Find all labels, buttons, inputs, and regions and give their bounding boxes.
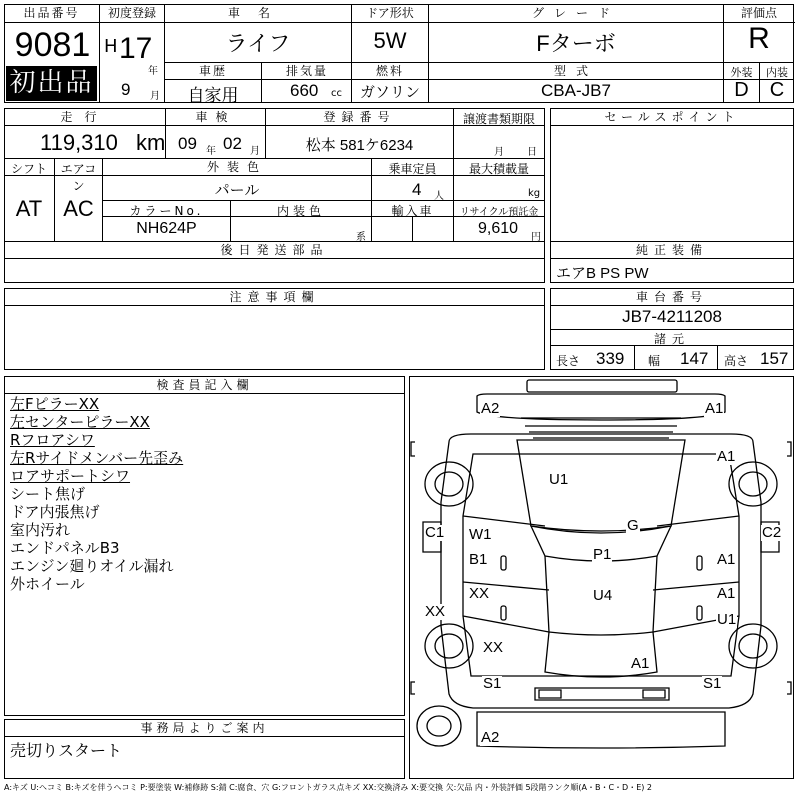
color-no-label: カラーNo. <box>129 204 204 218</box>
first-reg-label: 初度登録 <box>107 6 156 20</box>
mark-windshield: G <box>627 517 639 534</box>
grade: Fターボ <box>536 31 616 56</box>
ac-value: AC <box>63 196 94 221</box>
door-shape: 5W <box>373 28 407 53</box>
note-line: 左Rサイドメンバー先歪み <box>10 449 184 467</box>
note-line: エンドパネルB3 <box>10 539 120 557</box>
interior-label: 内装 <box>766 66 788 79</box>
door-label: ドア形状 <box>366 6 414 20</box>
height-value: 157 <box>760 349 789 368</box>
sales-point-frame <box>550 108 794 242</box>
model-label: 型式 <box>553 64 598 78</box>
transfer-day-unit: 日 <box>527 147 537 158</box>
mark-right-front-door: A1 <box>717 551 736 568</box>
score: R <box>748 22 770 55</box>
displacement-unit: cc <box>331 88 342 99</box>
import-label: 輸入車 <box>391 204 434 218</box>
note-line: シート焦げ <box>10 485 86 503</box>
mark-left-front-door: B1 <box>469 551 488 568</box>
mileage: 119,310 <box>40 130 118 155</box>
inspection-year: 09 <box>178 134 197 153</box>
note-line: 室内汚れ <box>10 521 71 539</box>
capacity: 4 <box>412 180 422 199</box>
score-label: 評価点 <box>740 6 777 20</box>
chassis-number: JB7-4211208 <box>622 307 722 326</box>
caution-label: 注意事項欄 <box>229 290 320 304</box>
plate-number: 松本 581ケ6234 <box>305 137 414 154</box>
mark-front-left-bumper: A2 <box>481 400 500 417</box>
mark-front-right-fender: A1 <box>717 448 736 465</box>
mark-right-rear-door-u: U1 <box>717 611 737 628</box>
mark-roof: P1 <box>593 546 612 563</box>
car-name-label: 車名 <box>227 6 288 20</box>
length-label: 長さ <box>556 354 581 368</box>
year-unit: 年 <box>148 66 158 77</box>
mileage-label: 走行 <box>60 110 109 124</box>
inspection-month: 02 <box>223 134 242 153</box>
capacity-label: 乗車定員 <box>388 162 437 176</box>
length-value: 339 <box>596 349 625 368</box>
exterior-color-label: 外装色 <box>206 160 267 174</box>
width-label: 幅 <box>648 354 661 368</box>
mark-right-rear-door-a: A1 <box>717 585 736 602</box>
inspection-year-unit: 年 <box>206 146 216 157</box>
interior-color-unit: 系 <box>356 232 366 243</box>
mark-right-front-pillar: C2 <box>762 524 782 541</box>
model: CBA-JB7 <box>541 81 611 100</box>
era-letter: H <box>104 36 118 57</box>
mark-hood: U1 <box>549 471 569 488</box>
height-label: 高さ <box>724 354 749 368</box>
month-unit: 月 <box>150 91 160 102</box>
mark-left-rear-quarter: XX <box>483 639 504 656</box>
car-diagram <box>409 376 794 779</box>
fuel: ガソリン <box>359 84 420 101</box>
history-label: 車歴 <box>198 64 227 78</box>
mark-roof-rear: U4 <box>593 587 613 604</box>
office-message: 売切りスタート <box>10 743 123 760</box>
width-value: 147 <box>680 349 709 368</box>
first-listing-badge: 初出品 <box>6 66 97 101</box>
shift-label: シフト <box>10 162 47 176</box>
displacement-label: 排気量 <box>285 64 328 78</box>
exterior-color: パール <box>214 182 260 199</box>
history: 自家用 <box>187 86 239 105</box>
exterior-label: 外装 <box>730 66 753 79</box>
note-line: エンジン廻りオイル漏れ <box>10 557 174 575</box>
displacement: 660 <box>290 81 319 100</box>
mark-left-sill: XX <box>425 603 446 620</box>
chassis-label: 車台番号 <box>635 290 708 304</box>
legend: A:キズ U:ヘコミ B:キズを伴うヘコミ P:要塗装 W:補修跡 S:錆 C:腐食、穴 G:フロントガラス点キズ XX:交換済み X:要交換 欠:欠品 内・外装評価 5段階ランク順(A・B・C・D・E) 2 <box>4 783 653 792</box>
interior-color-label: 内装色 <box>276 204 325 218</box>
capacity-unit: 人 <box>434 191 444 202</box>
recycle-unit: 円 <box>531 232 541 243</box>
car-name: ライフ <box>225 31 291 56</box>
note-line: Rフロアシワ <box>10 431 95 449</box>
sales-point-label: セールスポイント <box>604 110 740 124</box>
mark-left-rear: S1 <box>483 675 502 692</box>
inspector-label: 検査員記入欄 <box>156 378 253 392</box>
mark-left-front-pillar: C1 <box>425 524 445 541</box>
note-line: ロアサポートシワ <box>10 467 131 485</box>
note-line: 左センターピラーXX <box>10 413 150 431</box>
transfer-label: 譲渡書類期限 <box>462 112 535 126</box>
note-line: 左FピラーXX <box>10 395 100 413</box>
exterior-grade: D <box>734 79 749 101</box>
equipment-label: 純正装備 <box>635 243 708 257</box>
reg-month: 9 <box>121 80 131 99</box>
max-load-label: 最大積載量 <box>468 162 529 176</box>
later-parts-label: 後日発送部品 <box>220 243 329 257</box>
reg-year: 17 <box>119 32 153 65</box>
inspection-month-unit: 月 <box>250 146 260 157</box>
mark-left-rear-door: XX <box>469 585 490 602</box>
dims-label: 諸元 <box>653 332 690 346</box>
office-label: 事務局よりご案内 <box>140 721 269 735</box>
note-line: 外ホイール <box>10 575 85 593</box>
inspector-notes <box>10 395 400 593</box>
mark-rear-bumper: A2 <box>481 729 500 746</box>
fuel-label: 燃料 <box>375 64 404 78</box>
equipment-value: エアB PS PW <box>556 265 649 282</box>
mileage-unit: km <box>136 130 166 155</box>
note-line: ドア内張焦げ <box>10 503 100 521</box>
plate-label: 登録番号 <box>323 110 396 124</box>
ac-label: エアコン <box>60 162 97 193</box>
lot-no-label: 出品番号 <box>23 6 80 20</box>
max-load-unit: kg <box>528 188 541 199</box>
mark-rear-right-quarter: A1 <box>631 655 650 672</box>
lot-number: 9081 <box>14 26 91 64</box>
transfer-month-unit: 月 <box>494 147 504 158</box>
shift-value: AT <box>15 196 43 221</box>
mark-front-right-bumper: A1 <box>705 400 724 417</box>
mark-left-front-door-top: W1 <box>469 526 492 543</box>
mark-right-rear: S1 <box>703 675 722 692</box>
recycle-label: リサイクル預託金 <box>459 207 539 218</box>
color-no: NH624P <box>136 220 197 237</box>
interior-grade: C <box>769 79 785 101</box>
inspection-label: 車検 <box>195 110 236 124</box>
grade-label: グレード <box>531 6 620 20</box>
recycle-fee: 9,610 <box>478 220 519 237</box>
